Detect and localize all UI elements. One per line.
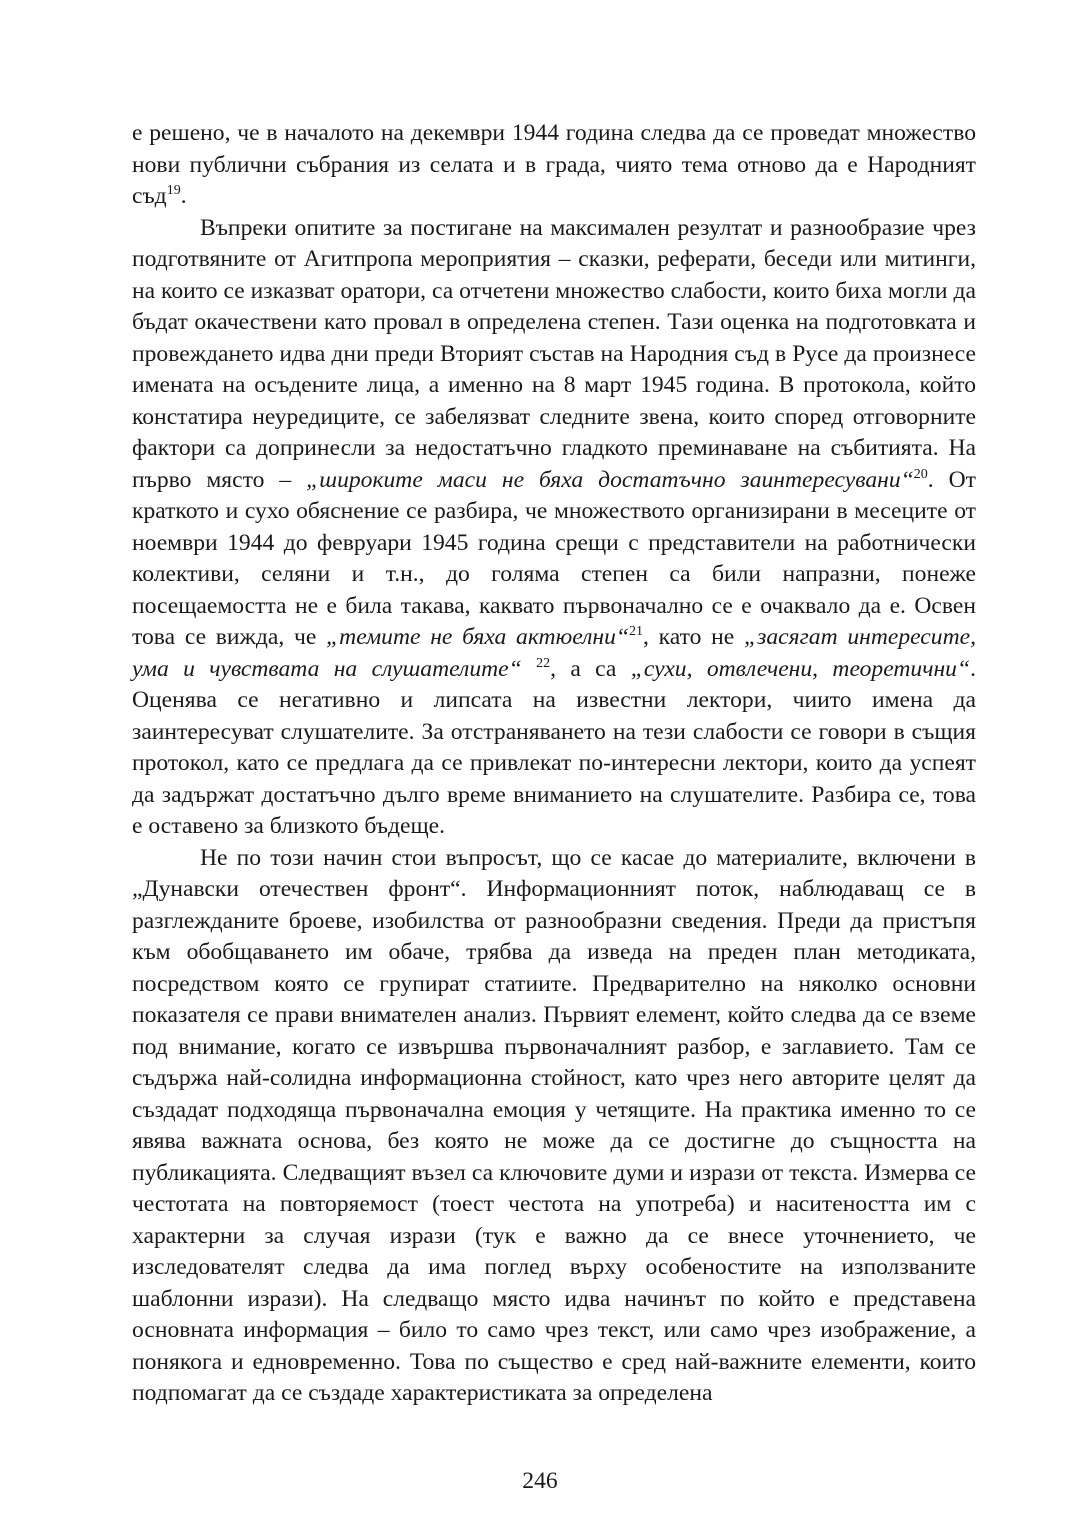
- page-number: 246: [522, 1468, 558, 1494]
- text-segment: . Оценява се негативно и липсата на известни лектори, чиито имена да заинтересуват слушателите. За отстраняването на тези слабости се говори в същия протокол, като се предлага да се привлекат по-интересни лектори, които да успеят да задържат достатъчно дълго време вниманието на слушателите. Разбира се, това е оставено за близкото бъдеще.: [132, 655, 976, 839]
- paragraph-1: [132, 118, 976, 213]
- text-segment: , а са: [550, 655, 631, 682]
- footnote-ref-19: 19: [166, 183, 181, 198]
- quote: „засягат интересите, ума и чувствата на слушателите“: [132, 624, 976, 682]
- paragraph-2: [132, 213, 976, 843]
- quote: „широките маси не бяха достатъчно заинтересувани“: [306, 466, 914, 493]
- text-segment: е решено, че в началото на декември 1944 година следва да се проведат множество нови публични събрания из селата и в града, чиято тема отново да е Народният съд: [132, 120, 976, 209]
- text-segment: , като не: [643, 624, 744, 650]
- quote: „сухи, отвлечени, теоретични“: [630, 655, 971, 682]
- quote: „темите не бяха актюелни“: [326, 624, 630, 650]
- footnote-ref-21: 21: [629, 624, 644, 639]
- text-segment: Въпреки опитите за постигане на максимален резултат и разнообразие чрез подготвяните от Агитпропа мероприятия – сказки, реферати, беседи или митинги, на които се изказват оратори, са отчетени множество слабости, които биха могли да бъдат окачествени като провал в определена степен. Тази оценка на подготовката и провеждането идва дни преди Вторият състав на Народния съд в Русе да произнесе имената на осъдените лица, а именно на 8 март 1945 година. В протокола, който констатира неуредиците, се забелязват следните звена, които според отговорните фактори са допринесли за недостатъчно гладкото преминаване на събитията. На първо място –: [132, 214, 976, 493]
- text-segment: .: [180, 183, 187, 209]
- footnote-ref-22: 22: [536, 655, 551, 671]
- text-segment: Не по този начин стои въпросът, що се касае до материалите, включени в „Дунавски отечествен фронт“. Информационният поток, наблюдаващ се в разглежданите броеве, изобилства от разнообразни сведения. Преди да пристъпя към обобщаването им обаче, трябва да изведа на преден план методиката, посредством която се групират статиите. Предварително на няколко основни показателя се прави внимателен анализ. Първият елемент, който следва да се вземе под внимание, когато се извършва първоначалният разбор, е заглавието. Там се съдържа най-солидна информационна стойност, като чрез него авторите целят да създадат подходяща първоначална емоция у четящите. На практика именно то се явява важната основа, без която не може да се достигне до същността на публикацията. Следващият възел са ключовите думи и изрази от текста. Измерва се честотата на повторяемост (тоест честота на употреба) и наситеността им с характерни за случая изрази (тук е важно да се внесе уточнението, че изследователят следва да има поглед върху особеностите на използваните шаблонни изрази). На следващо място идва начинът по който е представена основната информация – било то само чрез текст, или само чрез изображение, а понякога и едновременно. Това по същество е сред най-важните елементи, които подпомагат да се създаде характеристиката за определена: [132, 844, 976, 1406]
- footnote-ref-20: 20: [913, 466, 928, 482]
- text-segment: [522, 656, 536, 682]
- paragraph-3: [132, 843, 976, 1410]
- body-text: [132, 118, 976, 1410]
- text-segment: . От краткото и сухо обяснение се разбира, че множеството организирани в месеците от ноември 1944 до февруари 1945 година срещи с представители на работнически колективи, селяни и т.н., до голяма степен са били напразни, понеже посещаемостта не е била такава, каквато първоначално се е очаквало да е. Освен това се вижда, че: [132, 466, 976, 650]
